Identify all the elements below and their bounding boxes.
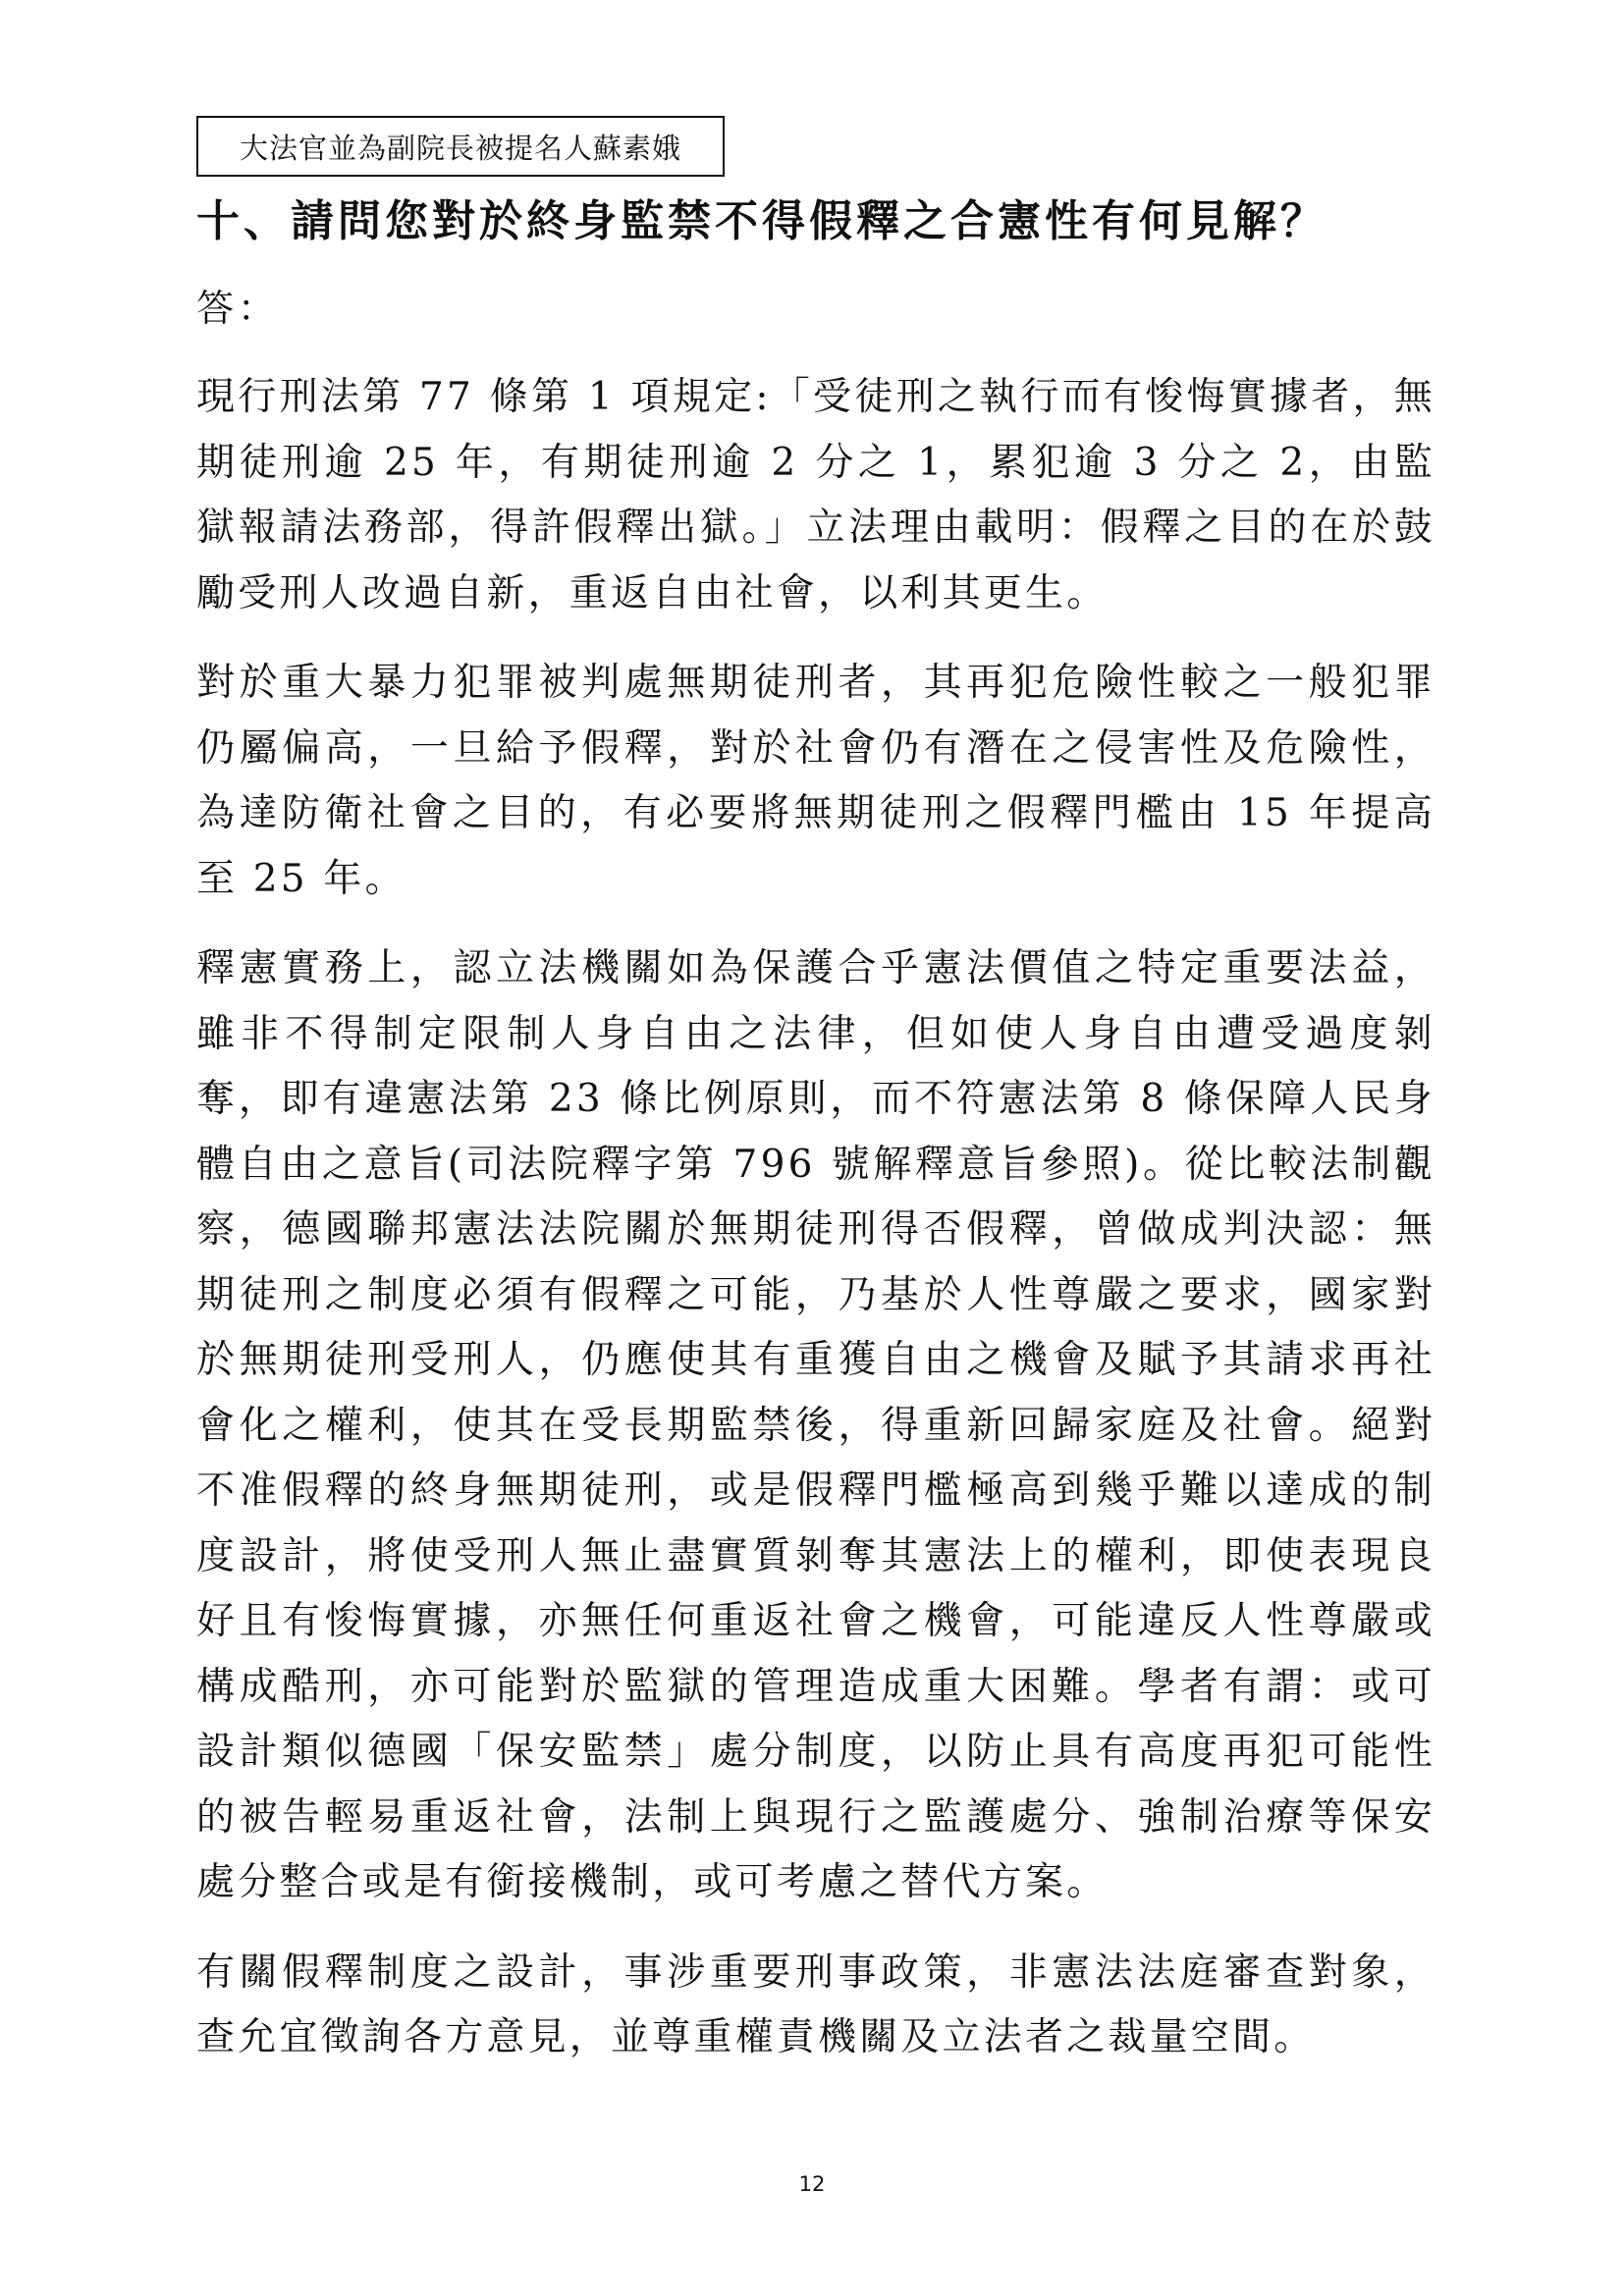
page-number: 12 xyxy=(798,2172,826,2196)
answer-label: 答： xyxy=(196,287,280,330)
answer-paragraph-1: 現行刑法第 77 條第 1 項規定:「受徒刑之執行而有悛悔實據者，無期徒刑逾 25 年，有期徒刑逾 2 分之 1，累犯逾 3 分之 2，由監獄報請法務部，得許假釋出獄。」立法理由載明：假釋之目的在於鼓勵受刑人改過自新，重返自由社會，以利其更生。 xyxy=(196,375,1435,615)
answer-body xyxy=(196,365,1435,2096)
nominee-label: 大法官並為副院長被提名人蘇素娥 xyxy=(239,131,681,165)
answer-paragraph-4: 有關假釋制度之設計，事涉重要刑事政策，非憲法法庭審查對象，查允宜徵詢各方意見，並尊重權責機關及立法者之裁量空間。 xyxy=(196,1949,1435,2059)
nominee-header-box xyxy=(196,116,725,177)
question-title: 十、請問您對於終身監禁不得假釋之合憲性有何見解？ xyxy=(196,196,1327,246)
answer-paragraph-2: 對於重大暴力犯罪被判處無期徒刑者，其再犯危險性較之一般犯罪仍屬偏高，一旦給予假釋，對於社會仍有潛在之侵害性及危險性，為達防衛社會之目的，有必要將無期徒刑之假釋門檻由 15 年提高至 25 年。 xyxy=(196,661,1435,901)
answer-paragraph-3: 釋憲實務上，認立法機關如為保護合乎憲法價值之特定重要法益，雖非不得制定限制人身自由之法律，但如使人身自由遭受過度剝奪，即有違憲法第 23 條比例原則，而不符憲法第 8 條保障人民身體自由之意旨(司法院釋字第 796 號解釋意旨參照)。從比較法制觀察，德國聯邦憲法法院關於無期徒刑得否假釋，曾做成判決認：無期徒刑之制度必須有假釋之可能，乃基於人性尊嚴之要求，國家對於無期徒刑受刑人，仍應使其有重獲自由之機會及賦予其請求再社會化之權利，使其在受長期監禁後，得重新回歸家庭及社會。絕對不准假釋的終身無期徒刑，或是假釋門檻極高到幾乎難以達成的制度設計，將使受刑人無止盡實質剝奪其憲法上的權利，即使表現良好且有悛悔實據，亦無任何重返社會之機會，可能違反人性尊嚴或構成酷刑，亦可能對於監獄的管理造成重大困難。學者有謂：或可設計類似德國「保安監禁」處分制度，以防止具有高度再犯可能性的被告輕易重返社會，法制上與現行之監護處分、強制治療等保安處分整合或是有銜接機制，或可考慮之替代方案。 xyxy=(196,946,1435,1904)
